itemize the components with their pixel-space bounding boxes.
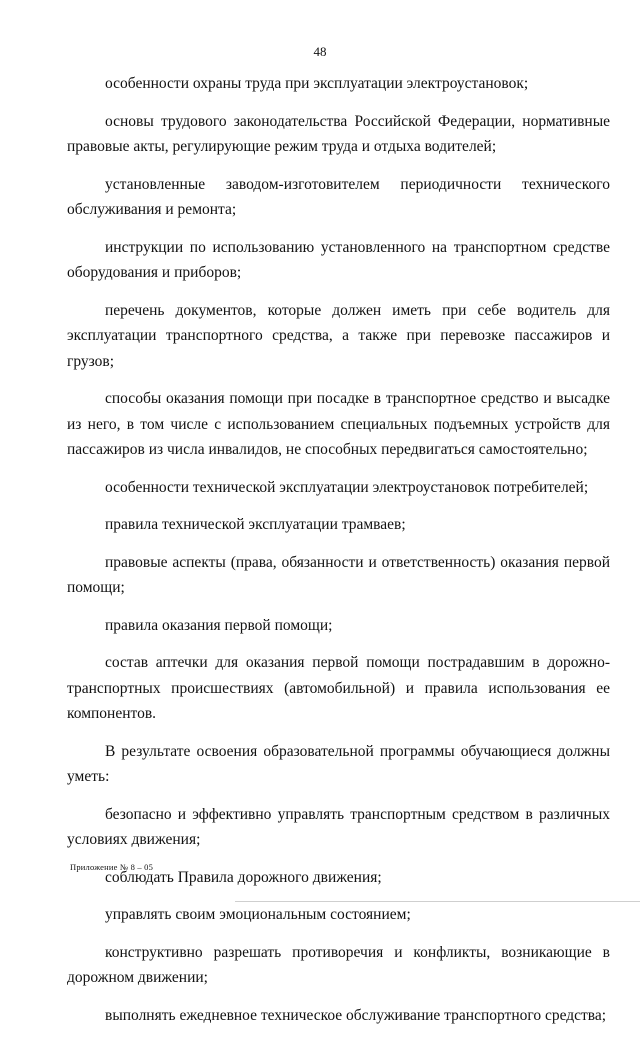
paragraph-7: особенности технической эксплуатации электроустановок потребителей; <box>105 478 589 496</box>
paragraph-14: соблюдать Правила дорожного движения; <box>105 868 382 886</box>
paragraph-13: безопасно и эффективно управлять транспортным средством в различных условиях движения; <box>67 805 610 848</box>
paragraph-6: способы оказания помощи при посадке в транспортное средство и высадке из него, в том числе с использованием специальных подъемных устройств для пассажиров из числа инвалидов, не способных передвигаться самостоятельно; <box>67 390 610 458</box>
scan-edge-line <box>235 901 640 902</box>
paragraph-9: правовые аспекты (права, обязанности и ответственность) оказания первой помощи; <box>67 553 610 596</box>
paragraph-17: выполнять ежедневное техническое обслуживание транспортного средства; <box>105 1006 607 1024</box>
paragraph-16: конструктивно разрешать противоречия и конфликты, возникающие в дорожном движении; <box>67 943 610 986</box>
paragraph-15: управлять своим эмоциональным состоянием; <box>105 906 411 923</box>
paragraph-4: инструкции по использованию установленного на транспортном средстве оборудования и приборов; <box>67 238 610 281</box>
footer-note: Приложение № 8 – 05 <box>70 862 154 872</box>
paragraph-11: состав аптечки для оказания первой помощи пострадавшим в дорожно-транспортных происшествиях (автомобильной) и правила использования ее компонентов. <box>67 654 610 722</box>
paragraph-10: правила оказания первой помощи; <box>105 616 333 634</box>
document-body <box>67 71 610 1040</box>
paragraph-2: основы трудового законодательства Российской Федерации, нормативные правовые акты, регулирующие режим труда и отдыха водителей; <box>67 112 610 155</box>
paragraph-8: правила технической эксплуатации трамваев; <box>105 516 406 533</box>
paragraph-1: особенности охраны труда при эксплуатации электроустановок; <box>105 75 529 92</box>
paragraph-12: В результате освоения образовательной программы обучающиеся должны уметь: <box>67 742 610 785</box>
paragraph-3: установленные заводом-изготовителем периодичности технического обслуживания и ремонта; <box>67 175 610 218</box>
paragraph-5: перечень документов, которые должен иметь при себе водитель для эксплуатации транспортного средства, а также при перевозке пассажиров и грузов; <box>67 301 610 370</box>
page-number: 48 <box>313 44 327 59</box>
